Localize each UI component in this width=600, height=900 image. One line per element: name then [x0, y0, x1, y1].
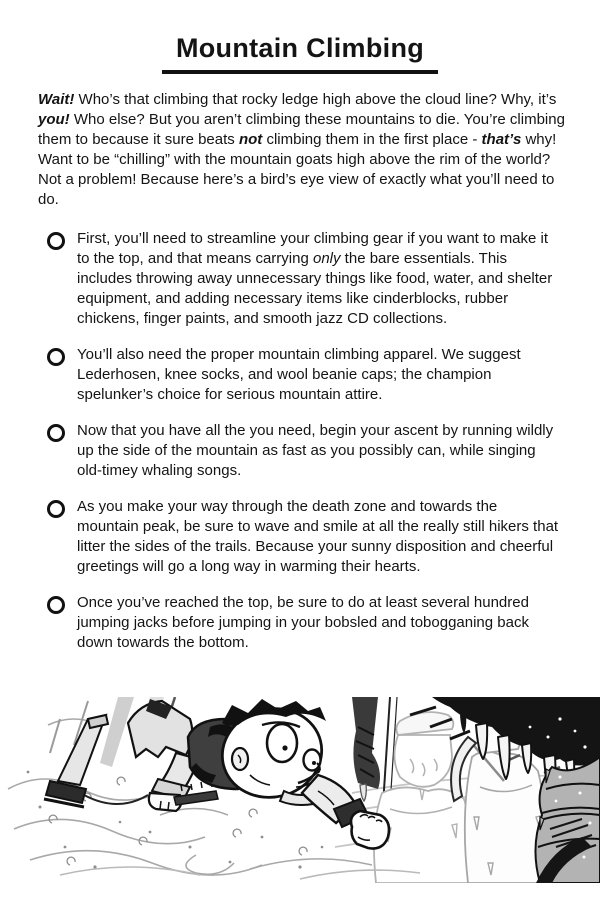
bullet-text — [77, 497, 562, 577]
body-text: the bare essentials. This includes throwing away unnecessary things like food, water, and shelter equipment, and adding necessary items like cinderblocks, rubber chickens, finger paints, and smooth jazz CD collections. — [77, 250, 553, 327]
emphasized-text: that’s — [481, 131, 522, 148]
emphasized-text: not — [238, 131, 263, 148]
list-item — [47, 345, 562, 405]
bullet-text — [77, 593, 562, 653]
checklist — [0, 229, 600, 653]
emphasized-text: you! — [38, 111, 70, 128]
body-text: Who’s that climbing that rocky ledge high above the cloud line? Why, it’s — [74, 91, 557, 108]
bullet-circle-icon — [47, 596, 65, 614]
body-text: First, you’ll need to streamline your climbing gear if you want to make it to the top, and that means carrying — [77, 230, 549, 267]
list-item — [47, 593, 562, 653]
page-title: Mountain Climbing — [162, 33, 438, 74]
body-text: Now that you have all the you need, begin your ascent by running wildly up the side of the mountain as fast as you possibly can, while singing old-timey whaling songs. — [77, 422, 554, 479]
big-eye — [267, 724, 297, 762]
bullet-text — [77, 345, 562, 405]
foreground-wind-lines — [60, 867, 420, 879]
bullet-text — [77, 229, 562, 329]
emphasized-text: only — [312, 250, 341, 267]
bullet-circle-icon — [47, 424, 65, 442]
emphasized-text: Wait! — [38, 91, 75, 108]
body-text: You’ll also need the proper mountain climbing apparel. We suggest Lederhosen, knee socks, and wool beanie caps; the champion spelunker’s choice for serious mountain attire. — [77, 346, 521, 403]
list-item — [47, 229, 562, 329]
list-item — [47, 497, 562, 577]
blizzard-comic-illustration — [0, 697, 600, 883]
bullet-circle-icon — [47, 232, 65, 250]
crawling-climber — [128, 698, 389, 848]
body-text: why! Want to be “chilling” with the mountain goats high above the rim of the world? Not a problem! Because here’s a bird’s eye view of exactly what you’ll need to do. — [38, 131, 557, 208]
title-area — [0, 0, 600, 74]
body-text: Who else? But you aren’t climbing these mountains to die. You’re climbing them to because it sure beats — [38, 111, 565, 148]
list-item — [47, 421, 562, 481]
rock-face — [535, 757, 600, 883]
bullet-circle-icon — [47, 348, 65, 366]
bullet-text — [77, 421, 562, 481]
body-text: Once you’ve reached the top, be sure to do at least several hundred jumping jacks before jumping in your bobsled and tobogganing back down towards the bottom. — [77, 594, 529, 651]
small-eye — [304, 750, 321, 771]
bullet-circle-icon — [47, 500, 65, 518]
body-text: climbing them in the first place - — [262, 131, 482, 148]
intro-paragraph — [38, 90, 566, 210]
body-text: As you make your way through the death zone and towards the mountain peak, be sure to wave and smile at all the really still hikers that litter the sides of the trails. Because your sunny disposition and cheerful greetings will go a long way in warming their hearts. — [77, 498, 559, 575]
